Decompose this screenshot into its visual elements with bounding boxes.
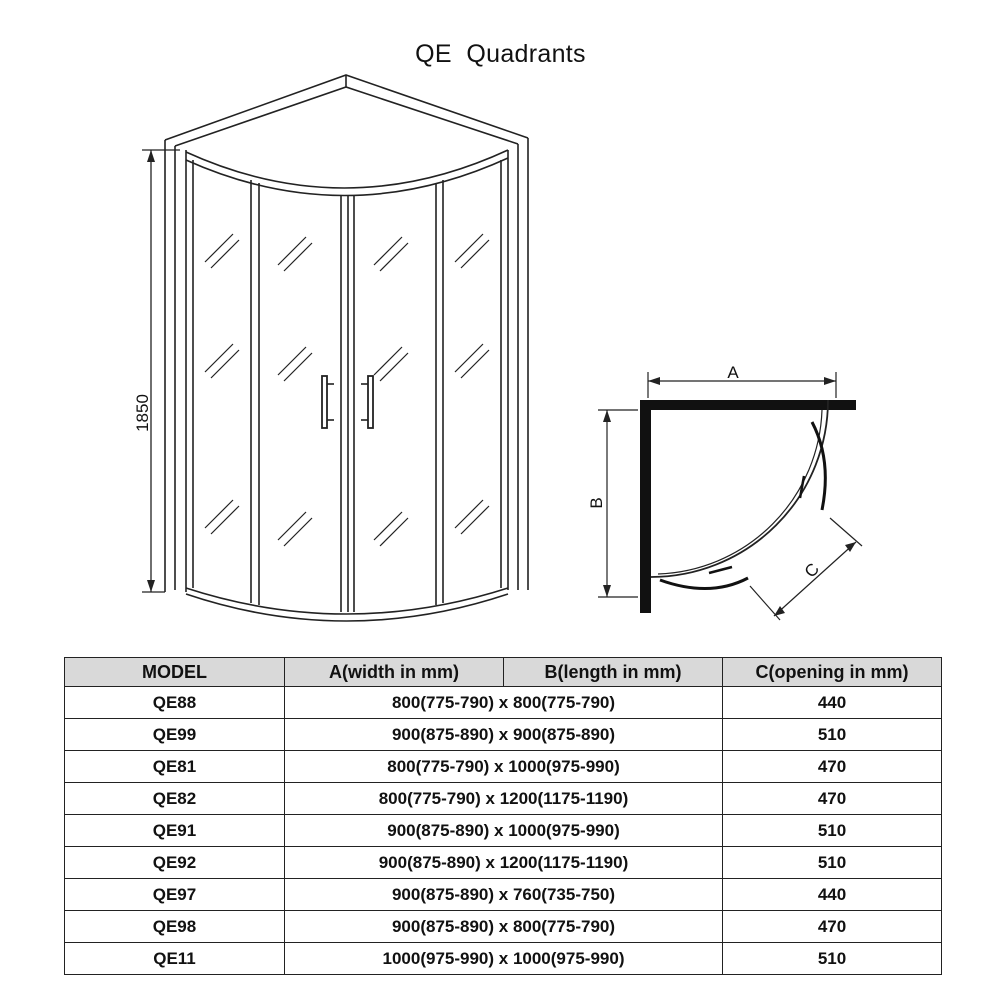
header-model: MODEL xyxy=(65,658,285,687)
dimensions-cell: 800(775-790) x 1000(975-990) xyxy=(285,751,723,783)
model-cell: QE82 xyxy=(65,783,285,815)
table-row xyxy=(65,879,942,911)
height-label: 1850 xyxy=(133,394,152,432)
model-cell: QE92 xyxy=(65,847,285,879)
model-cell: QE97 xyxy=(65,879,285,911)
dimensions-cell: 900(875-890) x 1000(975-990) xyxy=(285,815,723,847)
table-row xyxy=(65,943,942,975)
model-cell: QE91 xyxy=(65,815,285,847)
opening-cell: 440 xyxy=(723,879,942,911)
model-cell: QE88 xyxy=(65,687,285,719)
model-cell: QE99 xyxy=(65,719,285,751)
opening-cell: 440 xyxy=(723,687,942,719)
page-title: QE Quadrants xyxy=(415,40,586,68)
dimensions-cell: 1000(975-990) x 1000(975-990) xyxy=(285,943,723,975)
plan-label-b: B xyxy=(587,497,606,509)
dimensions-cell: 900(875-890) x 1200(1175-1190) xyxy=(285,847,723,879)
table-row xyxy=(65,719,942,751)
dimensions-cell: 800(775-790) x 800(775-790) xyxy=(285,687,723,719)
table-row xyxy=(65,815,942,847)
enclosure-perspective xyxy=(165,75,528,621)
table-row xyxy=(65,687,942,719)
opening-cell: 510 xyxy=(723,815,942,847)
opening-cell: 470 xyxy=(723,911,942,943)
table-header-row xyxy=(65,658,942,687)
opening-cell: 510 xyxy=(723,943,942,975)
opening-cell: 470 xyxy=(723,751,942,783)
plan-view xyxy=(598,372,862,620)
dimensions-cell: 800(775-790) x 1200(1175-1190) xyxy=(285,783,723,815)
opening-cell: 470 xyxy=(723,783,942,815)
plan-label-a: A xyxy=(727,363,739,382)
plan-label-c: C xyxy=(800,559,824,582)
table-row xyxy=(65,847,942,879)
opening-cell: 510 xyxy=(723,719,942,751)
header-a: A(width in mm) xyxy=(285,658,504,687)
header-c: C(opening in mm) xyxy=(723,658,942,687)
dimensions-cell: 900(875-890) x 900(875-890) xyxy=(285,719,723,751)
table-row xyxy=(65,783,942,815)
table-row xyxy=(65,751,942,783)
opening-cell: 510 xyxy=(723,847,942,879)
specification-table xyxy=(64,657,942,975)
model-cell: QE81 xyxy=(65,751,285,783)
model-cell: QE11 xyxy=(65,943,285,975)
table-row xyxy=(65,911,942,943)
header-b: B(length in mm) xyxy=(504,658,723,687)
dimensions-cell: 900(875-890) x 800(775-790) xyxy=(285,911,723,943)
dimensions-cell: 900(875-890) x 760(735-750) xyxy=(285,879,723,911)
model-cell: QE98 xyxy=(65,911,285,943)
